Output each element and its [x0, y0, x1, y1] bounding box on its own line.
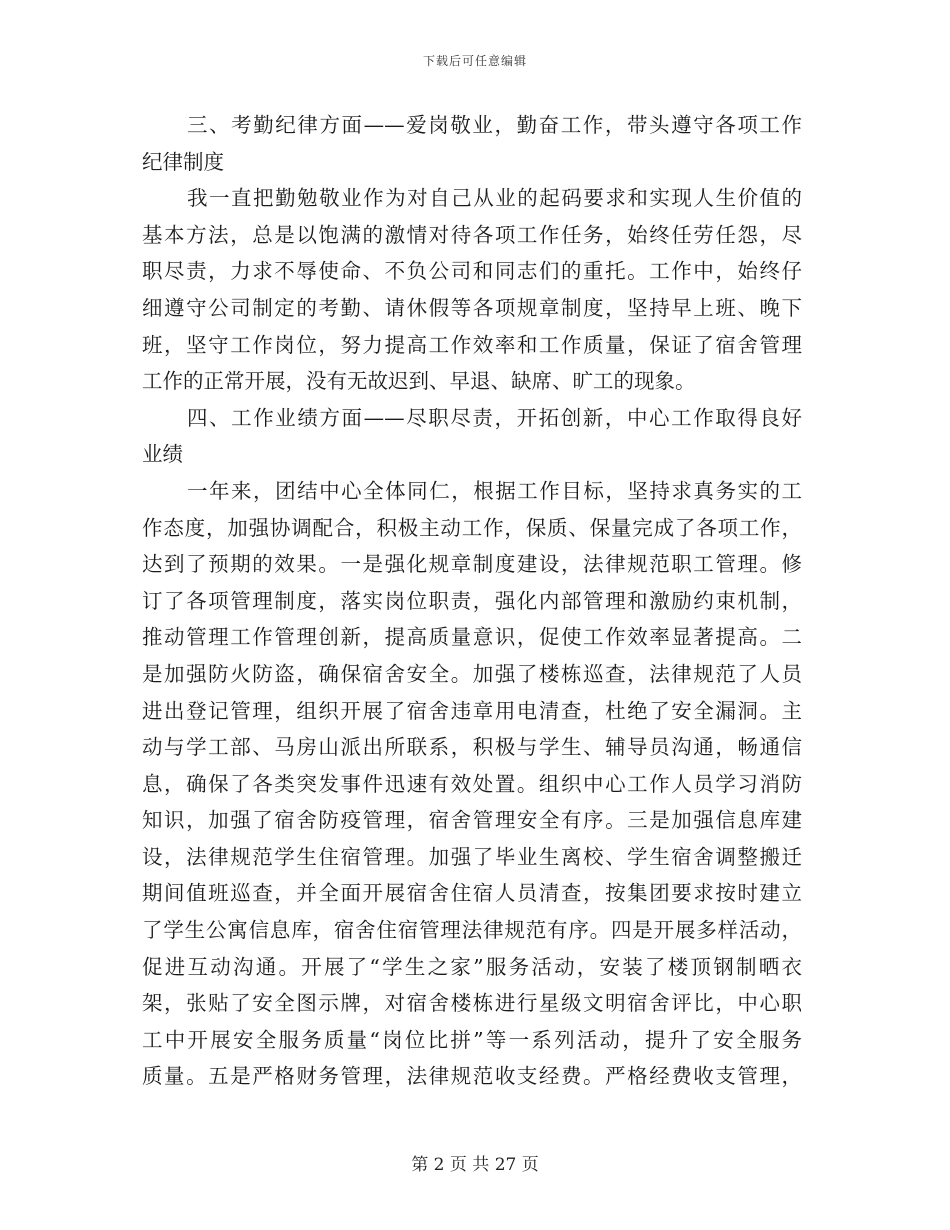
text-line: 工作的正常开展，没有无故迟到、早退、缺席、旷工的现象。: [142, 369, 696, 394]
text-line: 设，法律规范学生住宿管理。加强了毕业生离校、学生宿舍调整搬迁: [142, 844, 802, 869]
text-line: 三、考勤纪律方面——爱岗敬业，勤奋工作，带头遵守各项工作: [187, 113, 802, 137]
text-line: 纪律制度: [142, 149, 224, 174]
text-line: 期间值班巡查，并全面开展宿舍住宿人员清查，按集团要求按时建立: [142, 881, 802, 906]
text-line: 是加强防火防盗，确保宿舍安全。加强了楼栋巡查，法律规范了人员: [142, 661, 802, 686]
text-line: 细遵守公司制定的考勤、请休假等各项规章制度，坚持早上班、晚下: [142, 295, 802, 320]
text-line: 班，坚守工作岗位，努力提高工作效率和工作质量，保证了宿舍管理: [142, 332, 802, 357]
page-header: 下载后可任意编辑: [422, 54, 527, 68]
text-line: 推动管理工作管理创新，提高质量意识，促使工作效率显著提高。二: [142, 625, 802, 650]
text-line: 四、工作业绩方面——尽职尽责，开拓创新，中心工作取得良好: [187, 405, 802, 430]
text-line: 动与学工部、马房山派出所联系，积极与学生、辅导员沟通，畅通信: [142, 735, 802, 760]
text-line: 订了各项管理制度，落实岗位职责，强化内部管理和激励约束机制，: [142, 588, 802, 613]
text-line: 知识，加强了宿舍防疫管理，宿舍管理安全有序。三是加强信息库建: [142, 808, 802, 833]
text-line: 了学生公寓信息库，宿舍住宿管理法律规范有序。四是开展多样活动，: [142, 918, 802, 943]
text-line: 达到了预期的效果。一是强化规章制度建设，法律规范职工管理。修: [142, 552, 802, 577]
text-line: 促进互动沟通。开展了“学生之家”服务活动，安装了楼顶钢制晒衣: [142, 954, 802, 979]
text-line: 架，张贴了安全图示牌，对宿舍楼栋进行星级文明宿舍评比，中心职: [142, 991, 802, 1016]
text-line: 工中开展安全服务质量“岗位比拼”等一系列活动，提升了安全服务: [142, 1027, 802, 1052]
text-line: 基本方法，总是以饱满的激情对待各项工作任务，始终任劳任怨，尽: [142, 222, 802, 247]
body-text: [142, 107, 802, 1095]
text-line: 业绩: [142, 442, 183, 467]
text-line: 作态度，加强协调配合，积极主动工作，保质、保量完成了各项工作，: [142, 515, 802, 540]
text-line: 职尽责，力求不辱使命、不负公司和同志们的重托。工作中，始终仔: [142, 259, 802, 284]
text-line: 质量。五是严格财务管理，法律规范收支经费。严格经费收支管理，: [142, 1064, 802, 1089]
text-line: 一年来，团结中心全体同仁，根据工作目标，坚持求真务实的工: [187, 478, 802, 503]
text-line: 息，确保了各类突发事件迅速有效处置。组织中心工作人员学习消防: [142, 771, 802, 796]
page-number-footer: 第 2 页 共 27 页: [411, 1155, 539, 1175]
text-line: 进出登记管理，组织开展了宿舍违章用电清查，杜绝了安全漏洞。主: [142, 698, 802, 723]
text-line: 我一直把勤勉敬业作为对自己从业的起码要求和实现人生价值的: [187, 186, 802, 211]
